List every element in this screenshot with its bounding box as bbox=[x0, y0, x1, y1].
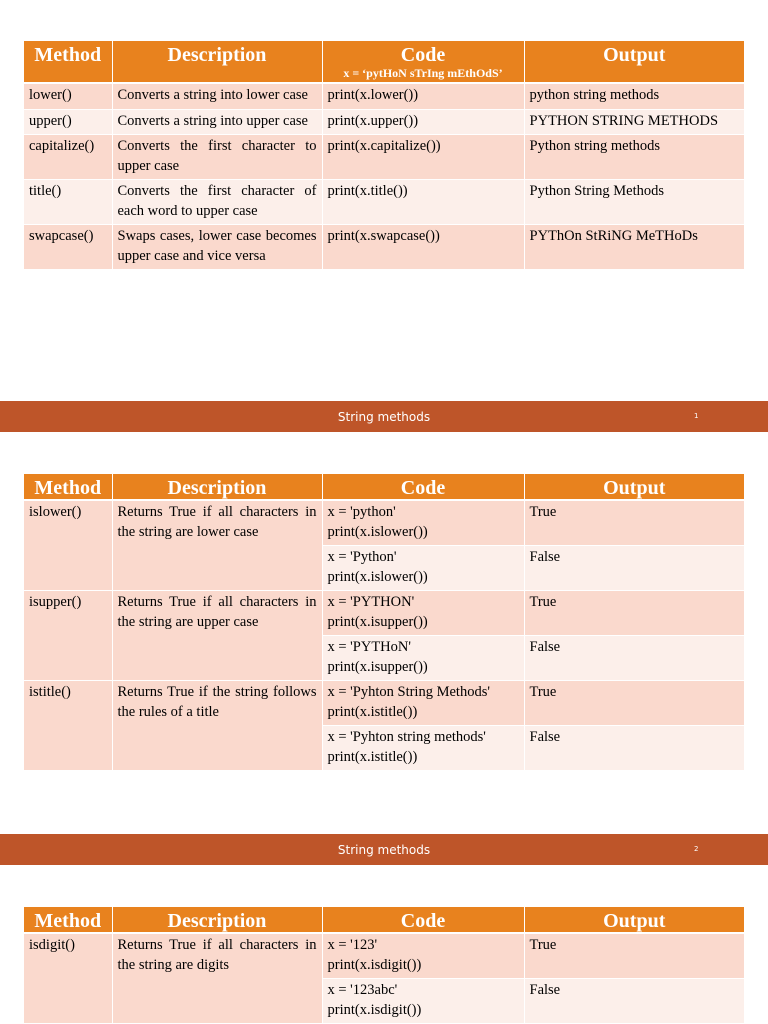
method-cell: lower() bbox=[24, 83, 112, 109]
header-code bbox=[322, 41, 524, 83]
footer-page-number: 2 bbox=[694, 845, 699, 853]
output-cell: False bbox=[524, 636, 744, 681]
header-description: Description bbox=[112, 41, 322, 83]
footer-title: String methods bbox=[337, 843, 431, 857]
code-line: x = '123' bbox=[327, 937, 378, 953]
code-cell: print(x.capitalize()) bbox=[322, 135, 524, 180]
code-cell: print(x.title()) bbox=[322, 180, 524, 225]
header-method: Method bbox=[24, 41, 112, 83]
output-cell: False bbox=[524, 979, 744, 1024]
slide-footer-bar bbox=[0, 834, 768, 865]
table-row bbox=[24, 933, 744, 979]
table-header-row bbox=[24, 474, 744, 500]
table-row bbox=[24, 109, 744, 135]
method-cell: swapcase() bbox=[24, 225, 112, 270]
header-description: Description bbox=[112, 474, 322, 500]
code-cell bbox=[322, 636, 524, 681]
table-row bbox=[24, 225, 744, 270]
code-line: print(x.isupper()) bbox=[327, 613, 428, 630]
output-cell: True bbox=[524, 933, 744, 979]
description-cell: Swaps cases, lower case becomes upper case and vice versa bbox=[112, 225, 322, 270]
description-cell: Converts the first character to upper case bbox=[112, 135, 322, 180]
header-method: Method bbox=[24, 907, 112, 933]
code-line: x = '123abc' bbox=[327, 982, 398, 998]
footer-page-number: 1 bbox=[694, 412, 699, 420]
code-cell bbox=[322, 546, 524, 591]
table-row bbox=[24, 135, 744, 180]
output-cell: python string methods bbox=[524, 83, 744, 109]
output-cell: False bbox=[524, 546, 744, 591]
method-cell: istitle() bbox=[24, 681, 112, 771]
code-cell bbox=[322, 979, 524, 1024]
code-cell: print(x.upper()) bbox=[322, 109, 524, 135]
code-line: x = 'Pyhton string methods' bbox=[327, 729, 486, 745]
description-cell: Returns True if all characters in the string are digits bbox=[112, 933, 322, 1023]
output-cell: False bbox=[524, 726, 744, 771]
description-cell: Returns True if the string follows the rules of a title bbox=[112, 681, 322, 771]
method-cell: isupper() bbox=[24, 591, 112, 681]
table-row bbox=[24, 180, 744, 225]
footer-title: String methods bbox=[337, 410, 431, 424]
code-cell bbox=[322, 681, 524, 726]
code-line: print(x.isdigit()) bbox=[327, 956, 422, 973]
table-header-row bbox=[24, 907, 744, 933]
description-cell: Returns True if all characters in the string are lower case bbox=[112, 500, 322, 591]
code-line: print(x.isdigit()) bbox=[327, 1001, 422, 1018]
code-line: x = 'PYTHON' bbox=[327, 594, 415, 610]
code-cell bbox=[322, 726, 524, 771]
output-cell: PYTHON STRING METHODS bbox=[524, 109, 744, 135]
method-cell: title() bbox=[24, 180, 112, 225]
description-cell: Converts a string into upper case bbox=[112, 109, 322, 135]
header-output: Output bbox=[524, 907, 744, 933]
table-row bbox=[24, 591, 744, 636]
method-cell: isdigit() bbox=[24, 933, 112, 1023]
code-cell: print(x.swapcase()) bbox=[322, 225, 524, 270]
table-row bbox=[24, 83, 744, 109]
header-output: Output bbox=[524, 41, 744, 83]
string-methods-table-2 bbox=[24, 474, 744, 770]
output-cell: Python string methods bbox=[524, 135, 744, 180]
table-row bbox=[24, 500, 744, 546]
string-methods-table-3 bbox=[24, 907, 744, 1023]
code-line: print(x.islower()) bbox=[327, 523, 428, 540]
string-methods-table-1 bbox=[24, 41, 744, 269]
header-output: Output bbox=[524, 474, 744, 500]
output-cell: True bbox=[524, 591, 744, 636]
code-line: print(x.isupper()) bbox=[327, 658, 428, 675]
header-code-variable: x = ‘pytHoN sTrIng mEthOdS’ bbox=[343, 66, 503, 80]
code-line: x = 'python' bbox=[327, 504, 396, 520]
header-description: Description bbox=[112, 907, 322, 933]
method-cell: upper() bbox=[24, 109, 112, 135]
code-line: print(x.istitle()) bbox=[327, 748, 418, 765]
code-line: x = 'Pyhton String Methods' bbox=[327, 684, 490, 700]
description-cell: Returns True if all characters in the string are upper case bbox=[112, 591, 322, 681]
code-line: x = 'PYTHoN' bbox=[327, 639, 411, 655]
code-line: x = 'Python' bbox=[327, 549, 397, 565]
output-cell: True bbox=[524, 500, 744, 546]
header-method: Method bbox=[24, 474, 112, 500]
method-cell: capitalize() bbox=[24, 135, 112, 180]
table-header-row bbox=[24, 41, 744, 83]
output-cell: True bbox=[524, 681, 744, 726]
output-cell: PYThOn StRiNG MeTHoDs bbox=[524, 225, 744, 270]
header-code-label: Code bbox=[400, 44, 446, 66]
method-cell: islower() bbox=[24, 500, 112, 591]
header-code: Code bbox=[322, 474, 524, 500]
description-cell: Converts a string into lower case bbox=[112, 83, 322, 109]
code-cell bbox=[322, 933, 524, 979]
code-cell bbox=[322, 500, 524, 546]
code-line: print(x.islower()) bbox=[327, 568, 428, 585]
header-code: Code bbox=[322, 907, 524, 933]
code-line: print(x.istitle()) bbox=[327, 703, 418, 720]
description-cell: Converts the first character of each word to upper case bbox=[112, 180, 322, 225]
table-row bbox=[24, 681, 744, 726]
slide-footer-bar bbox=[0, 401, 768, 432]
code-cell bbox=[322, 591, 524, 636]
code-cell: print(x.lower()) bbox=[322, 83, 524, 109]
output-cell: Python String Methods bbox=[524, 180, 744, 225]
